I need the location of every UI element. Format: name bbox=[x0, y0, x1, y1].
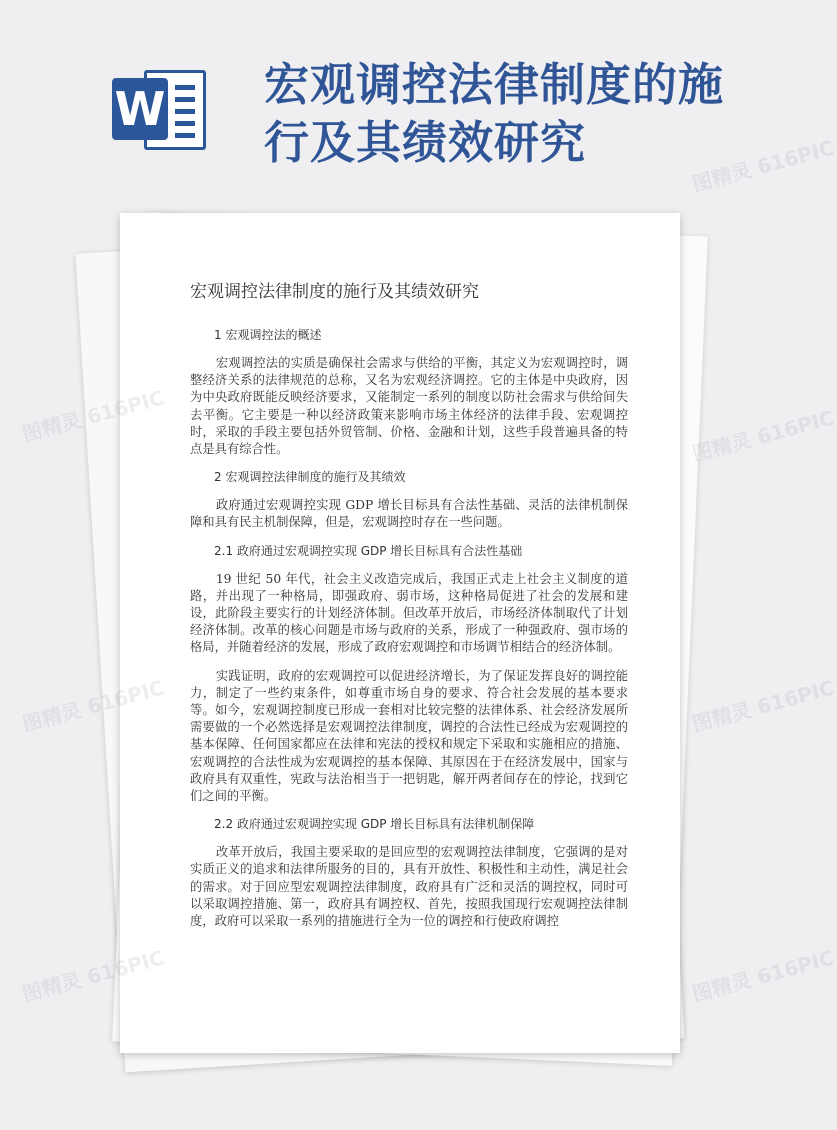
watermark: 图精灵 bbox=[19, 407, 84, 447]
watermark: 图精灵 616PIC bbox=[689, 135, 837, 197]
document-body bbox=[190, 327, 628, 930]
paragraph: 实践证明，政府的宏观调控可以促进经济增长，为了保证发挥良好的调控能力，制定了一些约束条件，如尊重市场自身的要求、符合社会发展的基本要求等。如今，宏观调控制度已形成一套相对比较完整的法律体系、社会经济发展所需要做的一个必然选择是宏观调控法律制度，调控的合法性已经成为宏观调控的基本保障、任何国家都应在法律和宪法的授权和规定下采取和实施相应的措施、宏观调控的合法性成为宏观调控的基本保障、其原因在于在经济发展中，国家与政府具有双重性，宪政与法治相当于一把钥匙，解开两者间存在的悖论，找到它们之间的平衡。 bbox=[190, 668, 628, 804]
section-heading: 2.1 政府通过宏观调控实现 GDP 增长目标具有合法性基础 bbox=[214, 543, 523, 558]
paragraph: 政府通过宏观调控实现 GDP 增长目标具有合法性基础、灵活的法律机制保障和具有民主机制保障，但是，宏观调控时存在一些问题。 bbox=[190, 498, 628, 530]
watermark: 图精灵 616PIC bbox=[689, 945, 837, 1007]
watermark: 图精灵 616PIC bbox=[689, 675, 837, 737]
document-page bbox=[120, 213, 680, 1053]
paragraph: 改革开放后，我国主要采取的是回应型的宏观调控法律制度，它强调的是对实质正义的追求和法律所服务的目的，具有开放性、积极性和主动性，满足社会的需求。对于回应型宏观调控法律制度，政府具有广泛和灵活的调控权，同时可以采取调控措施、第一，政府具有调控权、首先，按照我国现行宏观调控法律制度，政府可以采取一系列的措施进行全为一位的调控和行使政府调控 bbox=[190, 845, 628, 929]
section-heading: 2.2 政府通过宏观调控实现 GDP 增长目标具有法律机制保障 bbox=[214, 817, 535, 832]
watermark: 图精灵 616PIC bbox=[689, 405, 837, 467]
word-document-icon bbox=[112, 60, 212, 156]
section-heading: 2 宏观调控法律制度的施行及其绩效 bbox=[214, 470, 406, 485]
section-heading: 1 宏观调控法的概述 bbox=[214, 328, 322, 342]
paragraph: 19 世纪 50 年代，社会主义改造完成后，我国正式走上社会主义制度的道路，并出现了一种格局，即强政府、弱市场，这种格局促进了社会的发展和建设，此阶段主要实行的计划经济体制。但改革开放后，市场经济体制取代了计划经济体制。改革的核心问题是市场与政府的关系，形成了一种强政府、强市场的格局，并随着经济的发展，形成了政府宏观调控和市场调节相结合的经济体制。 bbox=[190, 571, 628, 655]
word-letter-badge: W bbox=[112, 78, 168, 140]
watermark: 图精灵 616PIC bbox=[19, 675, 167, 737]
page-title: 宏观调控法律制度的施行及其绩效研究 bbox=[264, 58, 725, 169]
document-title: 宏观调控法律制度的施行及其绩效研究 bbox=[190, 282, 479, 302]
paragraph: 宏观调控法的实质是确保社会需求与供给的平衡，其定义为宏观调控时，调整经济关系的法律规范的总称，又名为宏观经济调控。它的主体是中央政府，因为中央政府既能反映经济要求，又能制定一系列的制度以防社会需求与供给间失去平衡。它主要是一种以经济政策来影响市场主体经济的法律手段、宏观调控时，采取的手段主要包括外贸管制、价格、金融和计划，这些手段普遍具备的特点是具有综合性。 bbox=[190, 356, 628, 457]
watermark: 图精灵 616PIC bbox=[19, 945, 167, 1007]
page-header bbox=[0, 0, 800, 210]
